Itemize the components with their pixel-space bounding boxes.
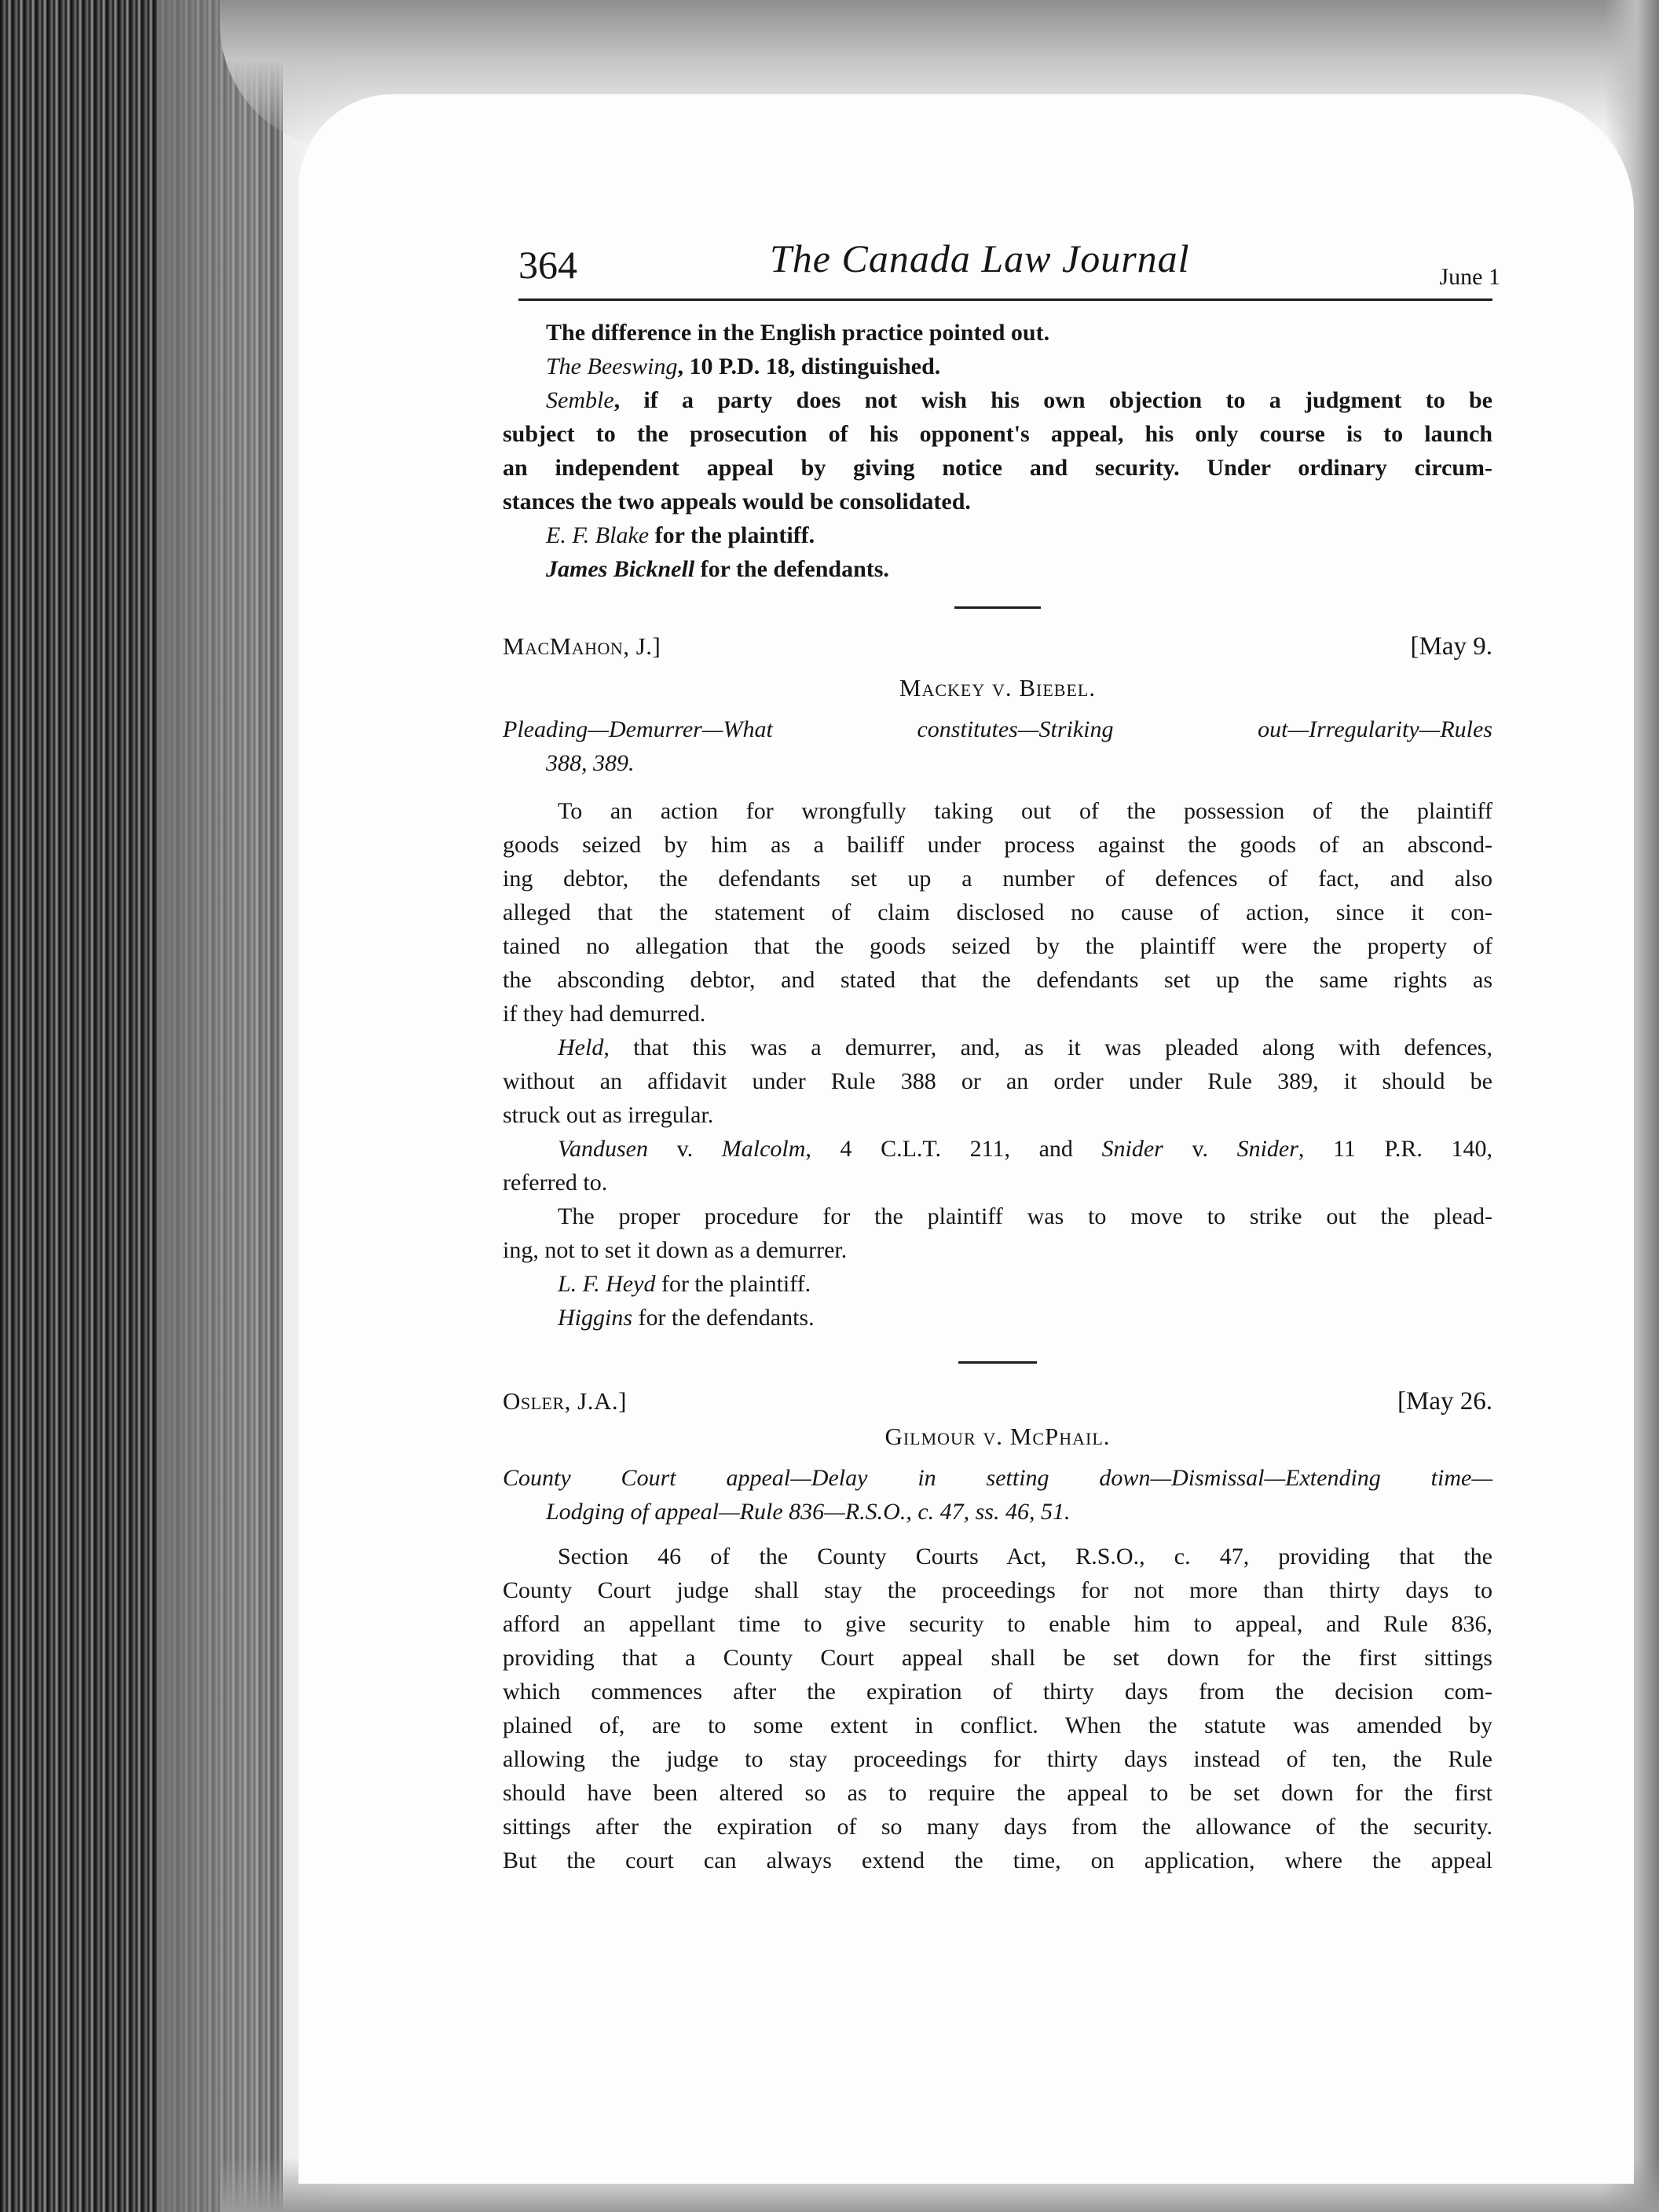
section-separator (954, 606, 1041, 609)
text-line: goods seized by him as a bailiff under process against the goods of an abscond- (503, 832, 1492, 858)
headnote: Lodging of appeal—Rule 836—R.S.O., c. 47, ss. 46, 51. (546, 1499, 1071, 1525)
running-head (503, 236, 1500, 306)
section-separator (958, 1361, 1037, 1364)
counsel-role: for the plaintiff. (649, 522, 815, 548)
text-line: which commences after the expiration of thirty days from the decision com- (503, 1679, 1492, 1705)
counsel-line (503, 1301, 1492, 1335)
prev-case-line: an independent appeal by giving notice and security. Under ordinary circum- (503, 455, 1492, 481)
headnote: County Court appeal—Delay in setting down—Dismissal—Extending time— (503, 1465, 1492, 1491)
case-mackey (503, 632, 1492, 1335)
case-header (503, 632, 1492, 667)
text-line: sittings after the expiration of so many days from the allowance of the security. (503, 1814, 1492, 1840)
text-span: , 4 C.L.T. 211, and (805, 1136, 1102, 1162)
paragraph (503, 794, 1492, 1031)
prev-case-line (503, 383, 1492, 417)
text-line: tained no allegation that the goods seized by the plaintiff were the property of (503, 933, 1492, 959)
paragraph (503, 1132, 1492, 1199)
headnote: 388, 389. (546, 750, 635, 776)
text-line: ing, not to set it down as a demurrer. (503, 1237, 848, 1263)
text-span: v. (648, 1136, 722, 1162)
text-span: , that this was a demurrer, and, as it was pleaded along with defences, (603, 1035, 1492, 1060)
counsel-name: Higgins (558, 1305, 633, 1331)
text-line: if they had demurred. (503, 1001, 706, 1027)
text-line: providing that a County Court appeal shall be set down for the first sittings (503, 1645, 1492, 1671)
counsel-name: L. F. Heyd (558, 1271, 656, 1297)
text-line (503, 1132, 1492, 1166)
headnote: Pleading—Demurrer—What constitutes—Striking out—Irregularity—Rules (503, 716, 1492, 742)
text-line: allowing the judge to stay proceedings for thirty days instead of ten, the Rule (503, 1746, 1492, 1772)
journal-title: The Canada Law Journal (770, 236, 1190, 280)
case-gilmour (503, 1387, 1492, 1877)
text-line: To an action for wrongfully taking out of the possession of the plaintiff (558, 798, 1492, 824)
page-content (503, 236, 1500, 1877)
text-line: referred to. (503, 1170, 608, 1196)
text-span: , 11 P.R. 140, (1298, 1136, 1492, 1162)
judge-name: MacMahon, J.] (503, 632, 661, 660)
counsel-name: James Bicknell (546, 556, 695, 582)
paragraph (503, 1031, 1492, 1132)
page-number: 364 (518, 243, 577, 287)
counsel-line (503, 518, 1492, 552)
text-line: afford an appellant time to give security to enable him to appeal, and Rule 836, (503, 1611, 1492, 1637)
held-word: Held (558, 1035, 604, 1060)
counsel-role: for the defendants. (632, 1305, 815, 1331)
text-line: Section 46 of the County Courts Act, R.S.O., c. 47, providing that the (558, 1544, 1492, 1569)
prev-case-line: Semble, if a party does not wish his own objection to a judgment to be (546, 387, 1492, 413)
text-line: ing debtor, the defendants set up a number of defences of fact, and also (503, 866, 1492, 892)
paragraph (503, 1199, 1492, 1267)
text-line: alleged that the statement of claim disclosed no cause of action, since it con- (503, 899, 1492, 925)
case-name: Vandusen (558, 1136, 648, 1162)
case-name: Snider (1236, 1136, 1298, 1162)
case-date: [May 9. (1410, 632, 1492, 661)
text-line: without an affidavit under Rule 388 or an order under Rule 389, it should be (503, 1068, 1492, 1094)
case-title: Gilmour v. McPhail. (884, 1423, 1111, 1450)
text-line: the absconding debtor, and stated that the defendants set up the same rights as (503, 967, 1492, 993)
paragraph (503, 1540, 1492, 1877)
prev-case-line: subject to the prosecution of his opponent's appeal, his only course is to launch (503, 421, 1492, 447)
prev-case-line: The difference in the English practice pointed out. (546, 320, 1050, 346)
case-header (503, 1387, 1492, 1422)
prev-case-line: stances the two appeals would be consolidated. (503, 489, 971, 515)
counsel-name: E. F. Blake (546, 522, 650, 548)
case-title: Mackey v. Biebel. (899, 674, 1097, 701)
text-line: struck out as irregular. (503, 1102, 714, 1128)
issue-date: June 1 (1439, 264, 1500, 290)
text-span: v. (1163, 1136, 1237, 1162)
prev-case-line (503, 350, 1492, 383)
text-line: should have been altered so as to require the appeal to be set down for the first (503, 1780, 1492, 1806)
text-line: County Court judge shall stay the proceedings for not more than thirty days to (503, 1577, 1492, 1603)
case-date: [May 26. (1397, 1387, 1492, 1415)
case-name: Snider (1101, 1136, 1163, 1162)
counsel-line (503, 1267, 1492, 1301)
text-line (503, 1031, 1492, 1064)
prev-case (503, 316, 1492, 586)
text-line: The proper procedure for the plaintiff was to move to strike out the plead- (558, 1203, 1492, 1229)
header-rule (518, 298, 1492, 301)
counsel-line (503, 552, 1492, 586)
counsel-role: for the plaintiff. (655, 1271, 811, 1297)
text-line: plained of, are to some extent in conflict. When the statute was amended by (503, 1712, 1492, 1738)
prev-case-line: The Beeswing, 10 P.D. 18, distinguished. (546, 353, 941, 379)
text-line: But the court can always extend the time, on application, where the appeal (503, 1848, 1492, 1873)
case-name: Malcolm (721, 1136, 806, 1162)
counsel-role: for the defendants. (694, 556, 889, 582)
judge-name: Osler, J.A.] (503, 1387, 627, 1415)
